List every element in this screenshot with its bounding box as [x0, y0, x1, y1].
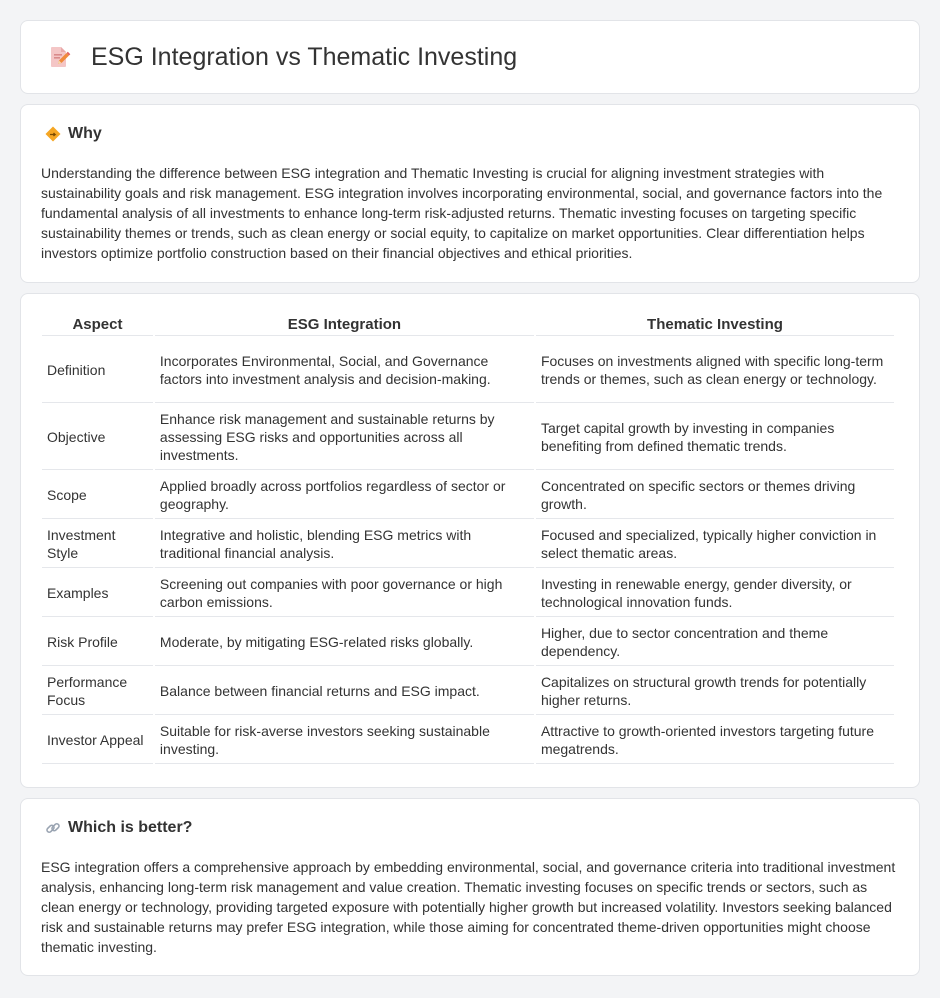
table-row: [42, 521, 894, 568]
thematic-cell: Attractive to growth-oriented investors targeting future megatrends.: [536, 717, 894, 764]
aspect-cell: Scope: [42, 472, 153, 519]
thematic-cell: Focuses on investments aligned with specific long-term trends or themes, such as clean energy or technology.: [536, 338, 894, 403]
table-row: [42, 472, 894, 519]
page-title: ESG Integration vs Thematic Investing: [91, 42, 518, 71]
link-icon: [45, 820, 61, 836]
esg-cell: Suitable for risk-averse investors seeking sustainable investing.: [155, 717, 534, 764]
thematic-cell: Investing in renewable energy, gender diversity, or technological innovation funds.: [536, 570, 894, 617]
aspect-cell: Definition: [42, 338, 153, 403]
table-row: [42, 668, 894, 715]
table-row: [42, 717, 894, 764]
why-heading-label: Why: [68, 125, 102, 142]
why-section: [20, 104, 920, 283]
why-heading: [45, 125, 899, 143]
which-heading: [45, 819, 899, 837]
aspect-cell: Investor Appeal: [42, 717, 153, 764]
aspect-cell: Objective: [42, 405, 153, 470]
table-row: [42, 619, 894, 666]
table-row: [42, 570, 894, 617]
aspect-cell: Performance Focus: [42, 668, 153, 715]
esg-cell: Moderate, by mitigating ESG-related risks globally.: [155, 619, 534, 666]
thematic-cell: Focused and specialized, typically higher conviction in select thematic areas.: [536, 521, 894, 568]
column-header-aspect: Aspect: [42, 313, 153, 336]
table-header-row: [42, 313, 894, 336]
which-text: ESG integration offers a comprehensive approach by embedding environmental, social, and governance criteria into traditional investment analysis, enhancing long-term risk management and value creation. Thematic investing focuses on specific trends or sectors, such as clean energy or technology, providing targeted exposure with potentially higher growth but increased volatility. Investors seeking balanced risk and sustainable returns may prefer ESG integration, while those aiming for concentrated theme-driven opportunities might choose thematic investing.: [41, 859, 896, 955]
diamond-sign-icon: [45, 126, 61, 142]
document-pencil-icon: [47, 45, 71, 69]
why-text: Understanding the difference between ESG integration and Thematic Investing is crucial for aligning investment strategies with sustainability goals and risk management. ESG integration involves incorporating environmental, social, and governance factors into the fundamental analysis of all investments to enhance long-term risk-adjusted returns. Thematic investing focuses on targeting specific sustainability themes or trends, such as clean energy or social equity, to capitalize on market opportunities. Clear differentiation helps investors optimize portfolio construction based on their financial objectives and ethical priorities.: [41, 165, 883, 261]
which-section: [20, 798, 920, 976]
table-row: [42, 405, 894, 470]
table-row: [42, 338, 894, 403]
which-heading-label: Which is better?: [68, 819, 193, 836]
column-header-thematic: Thematic Investing: [536, 313, 894, 336]
aspect-cell: Risk Profile: [42, 619, 153, 666]
header-card: [20, 20, 920, 94]
comparison-table: [40, 311, 896, 766]
esg-cell: Balance between financial returns and ESG impact.: [155, 668, 534, 715]
thematic-cell: Concentrated on specific sectors or themes driving growth.: [536, 472, 894, 519]
esg-cell: Screening out companies with poor governance or high carbon emissions.: [155, 570, 534, 617]
thematic-cell: Higher, due to sector concentration and theme dependency.: [536, 619, 894, 666]
esg-cell: Enhance risk management and sustainable returns by assessing ESG risks and opportunities across all investments.: [155, 405, 534, 470]
thematic-cell: Capitalizes on structural growth trends for potentially higher returns.: [536, 668, 894, 715]
esg-cell: Integrative and holistic, blending ESG metrics with traditional financial analysis.: [155, 521, 534, 568]
esg-cell: Applied broadly across portfolios regardless of sector or geography.: [155, 472, 534, 519]
column-header-esg: ESG Integration: [155, 313, 534, 336]
thematic-cell: Target capital growth by investing in companies benefiting from defined thematic trends.: [536, 405, 894, 470]
aspect-cell: Examples: [42, 570, 153, 617]
esg-cell: Incorporates Environmental, Social, and Governance factors into investment analysis and decision-making.: [155, 338, 534, 403]
comparison-table-section: [20, 293, 920, 788]
aspect-cell: Investment Style: [42, 521, 153, 568]
